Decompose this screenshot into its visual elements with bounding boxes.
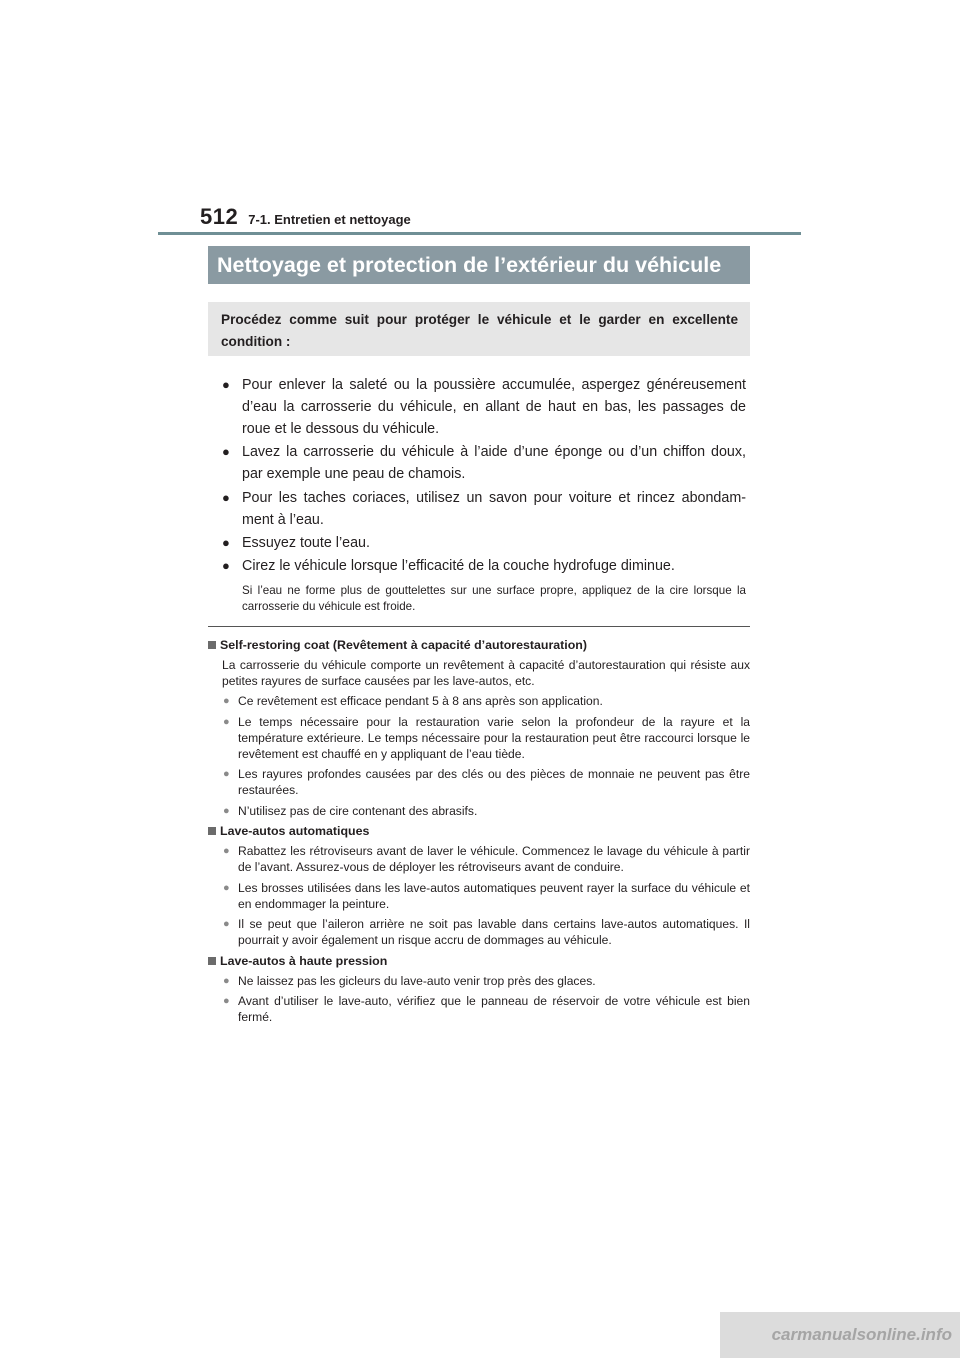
note-item-text: Les brosses utilisées dans les lave-autos automatiques peuvent rayer la surface du véhicule et en endommager la peinture. (238, 880, 750, 911)
note-heading-text: Lave-autos à haute pression (220, 953, 388, 968)
main-steps-list (222, 374, 746, 578)
watermark: carmanualsonline.info (720, 1312, 960, 1358)
note-heading-text: Lave-autos automatiques (220, 824, 370, 838)
list-item-text: Pour les taches coriaces, utilisez un savon pour voiture et rincez abondam-ment à l’eau. (242, 489, 746, 528)
note-item (208, 714, 750, 762)
note-item (208, 693, 750, 709)
note-item-text: N’utilisez pas de cire contenant des abrasifs. (238, 803, 478, 818)
bullet-icon: ● (223, 804, 230, 817)
square-icon (208, 957, 216, 965)
list-item (222, 555, 746, 577)
note-item-text: Le temps nécessaire pour la restauration varie selon la profondeur de la rayure et la température extérieure. Le temps nécessaire pour la restauration peut être raccourci lorsque le revêtement est chauffé en y appliquant de l’eau tiède. (238, 714, 750, 761)
square-icon (208, 641, 216, 649)
list-item-text: Pour enlever la saleté ou la poussière accumulée, aspergez généreusement d’eau la carrosserie du véhicule, en allant de haut en bas, les passages de roue et le dessous du véhicule. (242, 377, 746, 437)
bullet-icon: ● (222, 489, 230, 505)
note-item (208, 766, 750, 798)
note-item-text: Les rayures profondes causées par des clés ou des pièces de monnaie ne peuvent pas être restaurées. (238, 767, 750, 797)
bullet-icon: ● (222, 558, 230, 574)
header-rule (158, 232, 801, 235)
bullet-icon: ● (222, 444, 230, 460)
bullet-icon: ● (223, 768, 230, 780)
note-item (208, 843, 750, 875)
note-item (208, 880, 750, 912)
note-item-text: Ne laissez pas les gicleurs du lave-auto venir trop près des glaces. (238, 973, 596, 988)
note-item-text: Rabattez les rétroviseurs avant de laver le véhicule. Commencez le lavage du véhicule à partir de l’avant. Assurez-vous de déployer les rétroviseurs avant de conduire. (238, 844, 750, 874)
intro-box: Procédez comme suit pour protéger le véhicule et le garder en excellente condition : (208, 302, 750, 356)
bullet-icon: ● (223, 995, 230, 1007)
bullet-icon: ● (222, 377, 230, 392)
note-heading (208, 637, 750, 654)
note-item (208, 803, 750, 819)
chapter-title: 7-1. Entretien et nettoyage (248, 212, 411, 227)
note-heading (208, 953, 750, 970)
bullet-icon: ● (223, 974, 230, 987)
list-item (222, 374, 746, 440)
bullet-icon: ● (222, 534, 230, 550)
list-item (222, 441, 746, 485)
note-text: La carrosserie du véhicule comporte un revêtement à capacité d’autorestauration qui résiste aux petites rayures de surface causées par les lave-autos, etc. (222, 658, 750, 688)
note-item-text: Il se peut que l’aileron arrière ne soit pas lavable dans certains lave-autos automatiques. Il pourrait y avoir également un risque accru de dommages au véhicule. (238, 917, 750, 947)
section-title: Nettoyage et protection de l’extérieur du véhicule (208, 246, 750, 284)
divider (208, 626, 750, 627)
wax-note: Si l’eau ne forme plus de gouttelettes sur une surface propre, appliquez de la cire lorsque la carrosserie du véhicule est froide. (242, 584, 746, 613)
note-heading (208, 823, 750, 840)
note-item (208, 916, 750, 948)
bullet-icon: ● (223, 695, 230, 707)
bullet-icon: ● (223, 715, 230, 728)
list-item-text: Essuyez toute l’eau. (242, 534, 370, 551)
bullet-icon: ● (223, 881, 230, 894)
list-item-text: Cirez le véhicule lorsque l’efficacité de la couche hydrofuge diminue. (242, 558, 675, 575)
bullet-icon: ● (223, 845, 230, 857)
page-header (200, 204, 411, 230)
list-item (222, 532, 746, 554)
list-item-text: Lavez la carrosserie du véhicule à l’aide d’une éponge ou d’un chiffon doux, par exemple une peau de chamois. (242, 444, 746, 483)
page-number: 512 (200, 204, 239, 229)
note-item (208, 973, 750, 989)
bullet-icon: ● (223, 918, 230, 930)
note-heading-text: Self-restoring coat (Revêtement à capacité d’autorestauration) (220, 638, 587, 652)
list-item (222, 487, 746, 531)
note-item-text: Avant d’utiliser le lave-auto, vérifiez que le panneau de réservoir de votre véhicule est bien fermé. (238, 994, 750, 1024)
note-item (208, 993, 750, 1025)
notes-section (208, 637, 750, 1030)
note-item-text: Ce revêtement est efficace pendant 5 à 8 ans après son application. (238, 694, 603, 708)
square-icon (208, 827, 216, 835)
